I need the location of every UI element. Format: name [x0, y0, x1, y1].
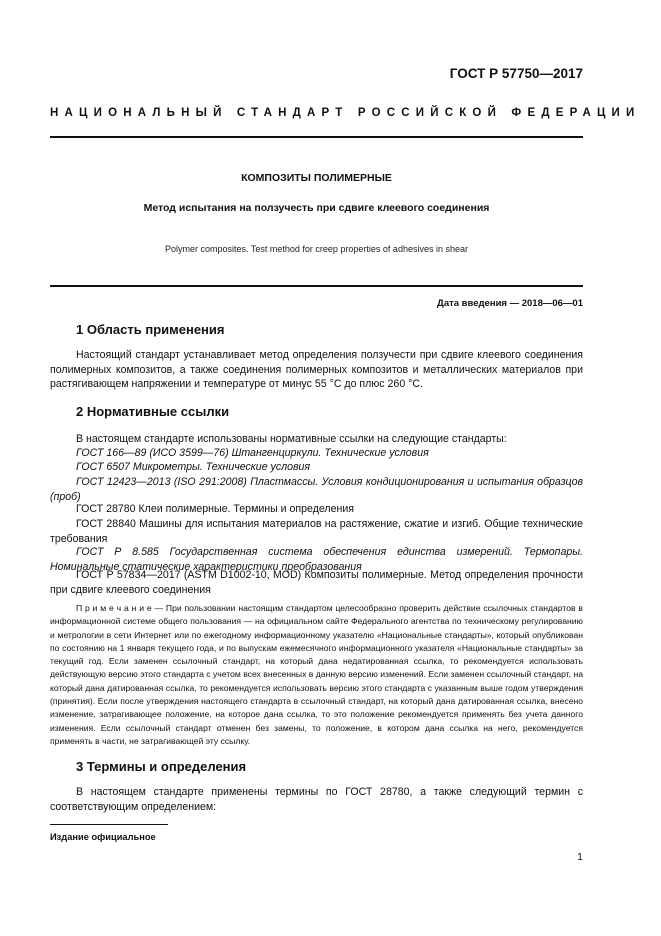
national-standard-banner: НАЦИОНАЛЬНЫЙ СТАНДАРТ РОССИЙСКОЙ ФЕДЕРАЦИИ [50, 107, 641, 119]
section-2-heading: 2 Нормативные ссылки [76, 404, 230, 419]
reference-item: ГОСТ 166—89 (ИСО 3599—76) Штангенциркули. Технические условия [76, 447, 429, 459]
document-number: ГОСТ Р 57750—2017 [449, 66, 583, 81]
section-1-text: Настоящий стандарт устанавливает метод определения ползучести при сдвиге клеевого соединения полимерных композитов, а также соединения полимерных композитов и металлических материалов при растягивающем напряжении и температуре от минус 55 °С до плюс 260 °С. [50, 349, 583, 390]
section-1-heading: 1 Область применения [76, 322, 225, 337]
section-3-text: В настоящем стандарте применены термины по ГОСТ 28780, а также следующий термин с соответствующим определением: [50, 786, 583, 813]
english-title: Polymer composites. Test method for creep properties of adhesives in shear [165, 244, 468, 254]
reference-item: ГОСТ 28780 Клеи полимерные. Термины и определения [76, 503, 355, 515]
reference-item: ГОСТ Р 8.585 Государственная система обеспечения единства измерений. Термопары. Номинальные статические характеристики преобразования [50, 546, 583, 573]
footer-rule [50, 824, 168, 825]
header-rule [50, 136, 583, 138]
reference-item: ГОСТ Р 57834—2017 (ASTM D1002-10, MOD) Композиты полимерные. Метод определения прочности при сдвиге клеевого соединения [50, 569, 583, 596]
page-number: 1 [577, 851, 583, 863]
section-3-heading: 3 Термины и определения [76, 759, 247, 774]
section-2-intro: В настоящем стандарте использованы нормативные ссылки на следующие стандарты: [76, 433, 507, 445]
official-edition-label: Издание официальное [50, 832, 156, 842]
note-text: П р и м е ч а н и е — При пользовании настоящим стандартом целесообразно проверить действие ссылочных стандартов в информационной системе общего пользования — на официальном сайте Федерального агентства по техническому регулированию и метрологии в сети Интернет или по ежегодному информационному указателю «Национальные стандарты», который опубликован по состоянию на 1 января текущего года, и по выпускам ежемесячного информационного указателя «Национальные стандарты» за текущий год. Если заменен ссылочный стандарт, на который дана недатированная ссылка, то рекомендуется использовать действующую версию этого стандарта с учетом всех внесенных в данную версию изменений. Если заменен ссылочный стандарт, на который дана датированная ссылка, то рекомендуется использовать версию этого стандарта с указанным выше годом утверждения (принятия). Если после утверждения настоящего стандарта в ссылочный стандарт, на который дана датированная ссылка, внесено изменение, затрагивающее положение, на которое дана ссылка, то это положение рекомендуется применять без учета данного изменения. Если ссылочный стандарт отменен без замены, то положение, в котором дана ссылка на него, рекомендуется применять в части, не затрагивающей эту ссылку. [50, 603, 583, 746]
reference-item: ГОСТ 28840 Машины для испытания материалов на растяжение, сжатие и изгиб. Общие технические требования [50, 518, 583, 545]
document-title: КОМПОЗИТЫ ПОЛИМЕРНЫЕ [241, 172, 392, 184]
reference-item: ГОСТ 6507 Микрометры. Технические условия [76, 461, 311, 473]
document-subtitle: Метод испытания на ползучесть при сдвиге клеевого соединения [143, 202, 490, 214]
title-rule [50, 285, 583, 287]
introduction-date: Дата введения — 2018—06—01 [437, 298, 583, 309]
reference-item: ГОСТ 12423—2013 (ISO 291:2008) Пластмассы. Условия кондиционирования и испытания образцов (проб) [50, 476, 583, 503]
